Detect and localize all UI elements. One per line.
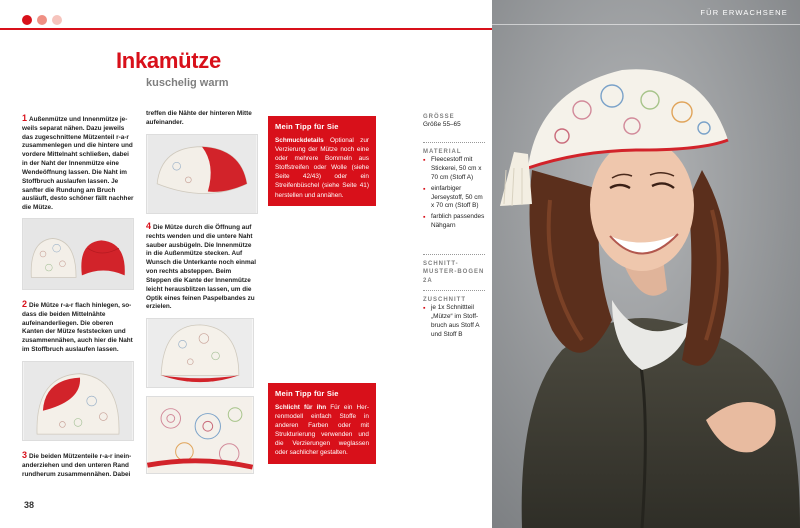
step-number: 1 <box>22 113 28 123</box>
tip-body <box>275 136 369 200</box>
step-3-photo <box>146 134 258 214</box>
step-text: Die Mütze durch die Öffnung auf rechts wenden und die untere Naht sauber ausbügeln. Die Innenmütze in die Außenmütze stecken. Auf Wunsch die Unterkante noch einmal von rechts absteppen. Beim Steppen die Kante der Innenmütze leicht herausblitzen lassen, um die Optik eines feinen Paspelbandes zu erzielen. <box>146 224 256 311</box>
material-item: ▪ einfarbiger Jerseystoff, 50 cm x 70 cm (Stoff B) <box>423 185 485 211</box>
header-rule-right <box>492 24 800 25</box>
step-3-continued <box>146 110 258 128</box>
size-value: Größe 55–65 <box>423 121 461 129</box>
cut-item: ▪ je 1x Schnittteil „Mütze“ im Stoffbruch aus Stoff A und Stoff B <box>423 304 485 339</box>
step-number: 4 <box>146 221 152 231</box>
pattern-heading: SCHNITT-MUSTER-BOGEN 2A <box>423 261 485 284</box>
tip-box-schmuckdetails <box>268 116 376 206</box>
tip-lead: Schmuckdetails <box>275 137 324 144</box>
step-4-photo <box>146 318 254 388</box>
header-dot <box>37 15 47 25</box>
page-number: 38 <box>24 500 35 510</box>
material-info <box>423 138 485 233</box>
header-dot <box>22 15 32 25</box>
header-dot <box>52 15 62 25</box>
step-text: treffen die Nähte der hinteren Mitte aufeinander. <box>146 110 252 126</box>
material-heading: MATERIAL <box>423 149 462 155</box>
step-4 <box>146 220 258 312</box>
tip-lead: Schlicht für ihn <box>275 404 327 411</box>
model-photo-art <box>492 0 800 528</box>
material-item: ▪ Fleecestoff mit Stickerei, 50 cm x 70 cm (Stoff A) <box>423 156 485 182</box>
step-number: 3 <box>22 450 28 460</box>
step-text: Die beiden Mützenteile r-a-r ineinanderziehen und den unteren Rand rundherum zusammennähen. Dabei <box>22 453 132 478</box>
step-2 <box>22 298 134 355</box>
material-list <box>423 156 485 231</box>
cut-list <box>423 304 485 339</box>
article-subtitle: kuschelig warm <box>146 77 229 89</box>
tip-box-schlicht <box>268 383 376 464</box>
step-1-photo <box>22 218 134 290</box>
header-rule <box>0 28 492 30</box>
step-2-photo <box>22 361 134 441</box>
size-heading: GRÖSSE <box>423 114 455 120</box>
section-label: FÜR ERWACHSENE <box>700 8 788 17</box>
size-info <box>423 113 485 130</box>
cut-info <box>423 286 485 342</box>
divider <box>423 290 485 291</box>
header-dots <box>22 15 62 25</box>
pattern-info <box>423 250 485 285</box>
divider <box>423 142 485 143</box>
step-3 <box>22 449 134 479</box>
tip-text: Für ein Herrenmodell einfach Stoffe in anderen Farben oder mit Strukturierung verwenden und die Verzierungen weglassen oder sachlicher gestalten. <box>275 404 369 457</box>
step-text: Die Mütze r-a-r flach hinlegen, sodass die beiden Mittelnähte aufeinanderliegen. Die oberen Kanten der Mütze feststecken und zusammennähen, auch hier die Naht im Stoffbruch auslaufen lassen. <box>22 302 133 354</box>
tip-text: Optional zur Verzierung der Mütze noch eine oder mehrere Bommeln aus Stoffstreifen oder Wolle (siehe Seite 42/43) oder ein Streifenbüschel (siehe Seite 41) herstellen und annähen. <box>275 137 369 199</box>
tip-body <box>275 403 369 458</box>
step-text: Außenmütze und Innenmütze jeweils separat nähen. Dazu jeweils das zugeschnittene Mützenteil r-a-r zusammenlegen und die hintere und vordere Mittelnaht schließen, dabei in der Naht der Innenmütze eine Wendeöffnung lassen. Die Naht im Stoffbruch auslaufen lassen. Je sanfter die Rundung am Bruch ausläuft, desto schöner fällt nachher die Mütze. <box>22 116 134 212</box>
model-photo <box>492 0 800 528</box>
step-1 <box>22 112 134 213</box>
step-number: 2 <box>22 299 28 309</box>
tip-title: Mein Tipp für Sie <box>275 389 339 398</box>
cut-heading: ZUSCHNITT <box>423 297 466 303</box>
tip-title: Mein Tipp für Sie <box>275 122 339 131</box>
material-item: ▪ farblich passendes Nähgarn <box>423 213 485 231</box>
divider <box>423 254 485 255</box>
embroidery-detail-photo <box>146 396 254 474</box>
article-title: Inkamütze <box>116 48 221 73</box>
